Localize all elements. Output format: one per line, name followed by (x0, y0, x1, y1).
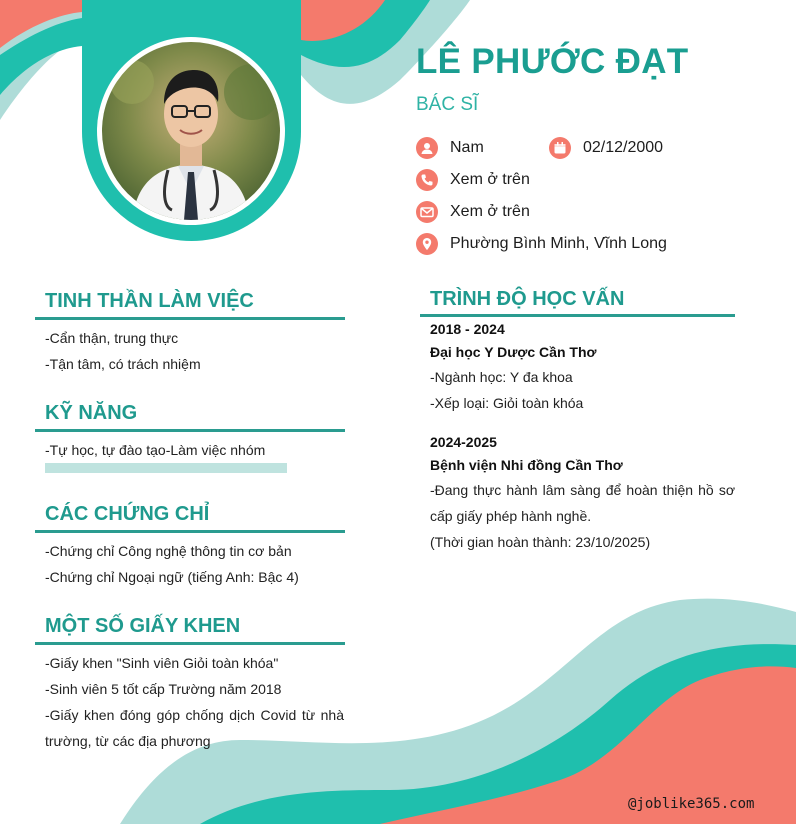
section-rule (35, 530, 345, 533)
phone-text: Xem ở trên (450, 171, 530, 188)
calendar-icon (549, 137, 571, 159)
award-item: -Giấy khen "Sinh viên Giỏi toàn khóa" (45, 655, 279, 671)
phone-icon (416, 169, 438, 191)
education-school: Đại học Y Dược Cần Thơ (430, 344, 597, 360)
section-rule (35, 429, 345, 432)
section-title-work-spirit: TINH THẦN LÀM VIỆC (45, 290, 254, 312)
work-spirit-item: -Tận tâm, có trách nhiệm (45, 356, 201, 372)
section-title-certificates: CÁC CHỨNG CHỈ (45, 503, 210, 525)
education-detail: -Ngành học: Y đa khoa (430, 369, 573, 385)
education-detail: -Đang thực hành lâm sàng để hoàn thiện hồ sơ (430, 482, 735, 498)
section-title-skills: KỸ NĂNG (45, 402, 138, 424)
section-rule (35, 642, 345, 645)
email-text: Xem ở trên (450, 203, 530, 220)
certificate-item: -Chứng chỉ Công nghệ thông tin cơ bản (45, 543, 292, 559)
info-gender (416, 136, 484, 160)
gender-text: Nam (450, 139, 484, 156)
education-detail: (Thời gian hoàn thành: 23/10/2025) (430, 534, 651, 550)
skill-item: -Tự học, tự đào tạo-Làm việc nhóm (45, 442, 266, 458)
award-item: -Sinh viên 5 tốt cấp Trường năm 2018 (45, 681, 282, 697)
certificate-item: -Chứng chỉ Ngoại ngữ (tiếng Anh: Bậc 4) (45, 569, 299, 585)
section-title-awards: MỘT SỐ GIẤY KHEN (45, 615, 241, 637)
user-icon (416, 137, 438, 159)
dob-text: 02/12/2000 (583, 139, 664, 156)
info-address (416, 232, 667, 256)
education-years: 2018 - 2024 (430, 321, 505, 337)
education-school: Bệnh viện Nhi đồng Cần Thơ (430, 457, 623, 473)
skill-level-bar (45, 463, 287, 473)
address-text: Phường Bình Minh, Vĩnh Long (450, 235, 667, 252)
mail-icon (416, 201, 438, 223)
profile-photo (97, 37, 285, 225)
education-detail: cấp giấy phép hành nghề. (430, 508, 592, 524)
education-years: 2024-2025 (430, 434, 497, 450)
section-title-education: TRÌNH ĐỘ HỌC VẤN (430, 288, 625, 310)
person-name: LÊ PHƯỚC ĐẠT (416, 42, 689, 81)
info-email (416, 200, 530, 224)
info-dob (549, 136, 663, 160)
profile-photo-illustration (102, 42, 280, 220)
footer-handle: @joblike365.com (628, 796, 755, 812)
skill-level-fill (45, 463, 287, 473)
section-rule (35, 317, 345, 320)
award-item: -Giấy khen đóng góp chống dịch Covid từ nhà (45, 707, 344, 723)
info-phone (416, 168, 530, 192)
award-item-continued: trường, từ các địa phương (45, 733, 211, 749)
work-spirit-item: -Cẩn thận, trung thực (45, 330, 179, 346)
education-detail: -Xếp loại: Giỏi toàn khóa (430, 395, 584, 411)
job-title: BÁC SĨ (416, 94, 479, 115)
map-pin-icon (416, 233, 438, 255)
section-rule (420, 314, 735, 317)
